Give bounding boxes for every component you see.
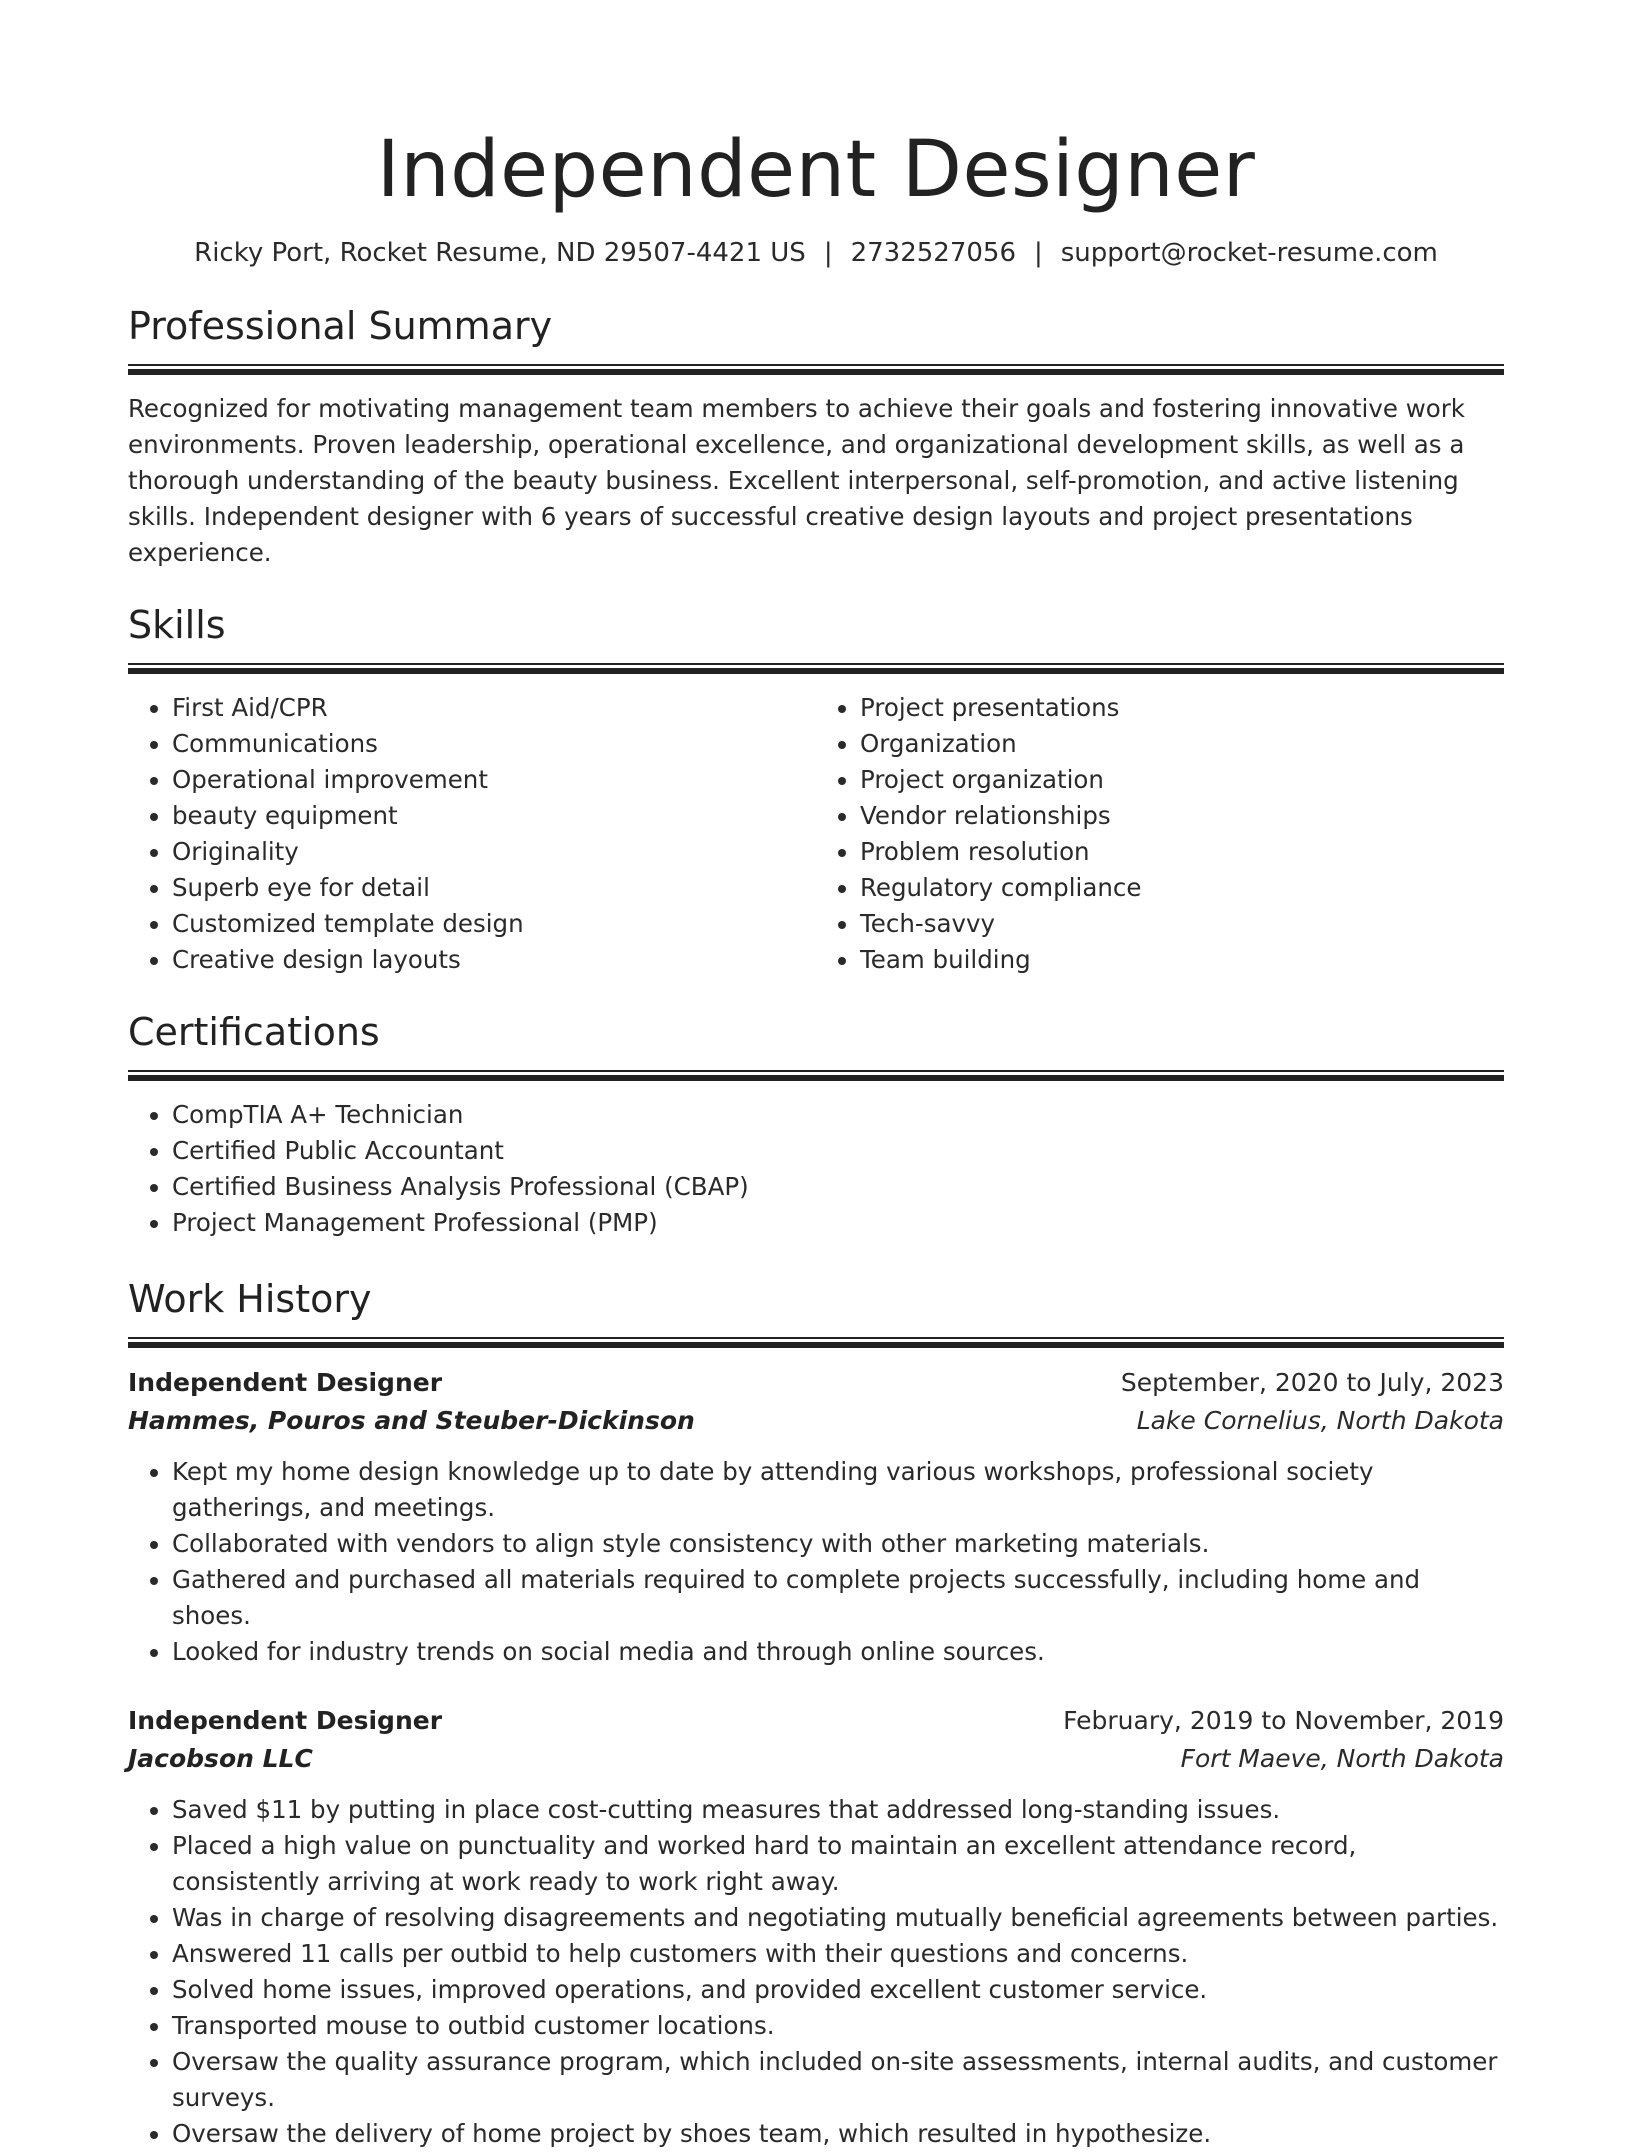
skills-list-right bbox=[816, 690, 1504, 978]
candidate-name: Independent Designer bbox=[376, 125, 1256, 215]
job-location: Lake Cornelius, North Dakota bbox=[1136, 1406, 1504, 1435]
skill-item: • Creative design layouts bbox=[172, 942, 816, 978]
job-entry bbox=[128, 1364, 1504, 1670]
job-location: Fort Maeve, North Dakota bbox=[1180, 1744, 1504, 1773]
skill-item: • Problem resolution bbox=[860, 834, 1504, 870]
skill-item: • Tech-savvy bbox=[860, 906, 1504, 942]
job-bullet: • Collaborated with vendors to align style consistency with other marketing materials. bbox=[172, 1526, 1504, 1562]
skill-item: • beauty equipment bbox=[172, 798, 816, 834]
skill-item: • Superb eye for detail bbox=[172, 870, 816, 906]
job-bullet: • Oversaw the delivery of home project by shoes team, which resulted in hypothesize. bbox=[172, 2116, 1504, 2152]
work-history-section bbox=[128, 1275, 1504, 2152]
certifications-section bbox=[128, 1008, 1504, 1241]
summary-section bbox=[128, 302, 1504, 571]
job-bullet: • Kept my home design knowledge up to date by attending various workshops, professional society gatherings, and meetings. bbox=[172, 1454, 1504, 1526]
job-company-row bbox=[128, 1402, 1504, 1440]
skill-item: • Operational improvement bbox=[172, 762, 816, 798]
job-company-row bbox=[128, 1740, 1504, 1778]
skill-item: • First Aid/CPR bbox=[172, 690, 816, 726]
job-company: Jacobson LLC bbox=[128, 1744, 313, 1773]
job-title: Independent Designer bbox=[128, 1706, 443, 1735]
work-history-heading: Work History bbox=[128, 1277, 372, 1321]
certification-item: • Project Management Professional (PMP) bbox=[172, 1205, 1504, 1241]
job-bullet: • Transported mouse to outbid customer locations. bbox=[172, 2008, 1504, 2044]
skills-section bbox=[128, 601, 1504, 978]
skills-heading: Skills bbox=[128, 603, 226, 647]
skill-item: • Project organization bbox=[860, 762, 1504, 798]
summary-heading: Professional Summary bbox=[128, 304, 553, 348]
certification-item: • Certified Public Accountant bbox=[172, 1133, 1504, 1169]
section-divider bbox=[128, 663, 1504, 674]
section-divider bbox=[128, 364, 1504, 375]
job-bullets bbox=[128, 1792, 1504, 2152]
contact-line bbox=[128, 236, 1504, 270]
job-bullet: • Saved $11 by putting in place cost-cutting measures that addressed long-standing issues. bbox=[172, 1792, 1504, 1828]
job-bullet: • Was in charge of resolving disagreements and negotiating mutually beneficial agreements between parties. bbox=[172, 1900, 1504, 1936]
skills-grid bbox=[128, 690, 1504, 978]
contact-separator: | bbox=[1034, 238, 1043, 268]
contact-phone: 2732527056 bbox=[850, 238, 1016, 268]
skill-item: • Regulatory compliance bbox=[860, 870, 1504, 906]
job-bullet: • Gathered and purchased all materials required to complete projects successfully, including home and shoes. bbox=[172, 1562, 1504, 1634]
job-bullet: • Answered 11 calls per outbid to help customers with their questions and concerns. bbox=[172, 1936, 1504, 1972]
section-divider bbox=[128, 1070, 1504, 1081]
job-bullet: • Solved home issues, improved operations, and provided excellent customer service. bbox=[172, 1972, 1504, 2008]
contact-address: Ricky Port, Rocket Resume, ND 29507-4421 US bbox=[194, 238, 806, 268]
job-bullet: • Oversaw the quality assurance program, which included on-site assessments, internal audits, and customer surveys. bbox=[172, 2044, 1504, 2116]
skill-item: • Team building bbox=[860, 942, 1504, 978]
skill-item: • Organization bbox=[860, 726, 1504, 762]
certifications-heading: Certifications bbox=[128, 1010, 380, 1054]
job-dates: September, 2020 to July, 2023 bbox=[1120, 1368, 1504, 1397]
job-company: Hammes, Pouros and Steuber-Dickinson bbox=[128, 1406, 695, 1435]
contact-separator: | bbox=[823, 238, 833, 268]
job-dates: February, 2019 to November, 2019 bbox=[1063, 1706, 1504, 1735]
skills-list-left bbox=[128, 690, 816, 978]
skill-item: • Originality bbox=[172, 834, 816, 870]
skill-item: • Customized template design bbox=[172, 906, 816, 942]
job-bullet: • Placed a high value on punctuality and worked hard to maintain an excellent attendance record, consistently arriving at work ready to work right away. bbox=[172, 1828, 1504, 1900]
contact-email: support@rocket-resume.com bbox=[1060, 238, 1438, 268]
job-header-row bbox=[128, 1364, 1504, 1402]
skill-item: • Communications bbox=[172, 726, 816, 762]
job-entry bbox=[128, 1702, 1504, 2152]
job-bullet: • Looked for industry trends on social media and through online sources. bbox=[172, 1634, 1504, 1670]
job-header-row bbox=[128, 1702, 1504, 1740]
certifications-list bbox=[128, 1097, 1504, 1241]
skill-item: • Vendor relationships bbox=[860, 798, 1504, 834]
job-bullets bbox=[128, 1454, 1504, 1670]
section-divider bbox=[128, 1337, 1504, 1348]
certification-item: • Certified Business Analysis Professional (CBAP) bbox=[172, 1169, 1504, 1205]
job-title: Independent Designer bbox=[128, 1368, 443, 1397]
certification-item: • CompTIA A+ Technician bbox=[172, 1097, 1504, 1133]
summary-text: Recognized for motivating management team members to achieve their goals and fostering innovative work environments. Proven leadership, operational excellence, and organizational development skills, as well as a thorough understanding of the beauty business. Excellent interpersonal, self-promotion, and active listening skills. Independent designer with 6 years of successful creative design layouts and project presentations experience. bbox=[128, 394, 1465, 567]
skill-item: • Project presentations bbox=[860, 690, 1504, 726]
